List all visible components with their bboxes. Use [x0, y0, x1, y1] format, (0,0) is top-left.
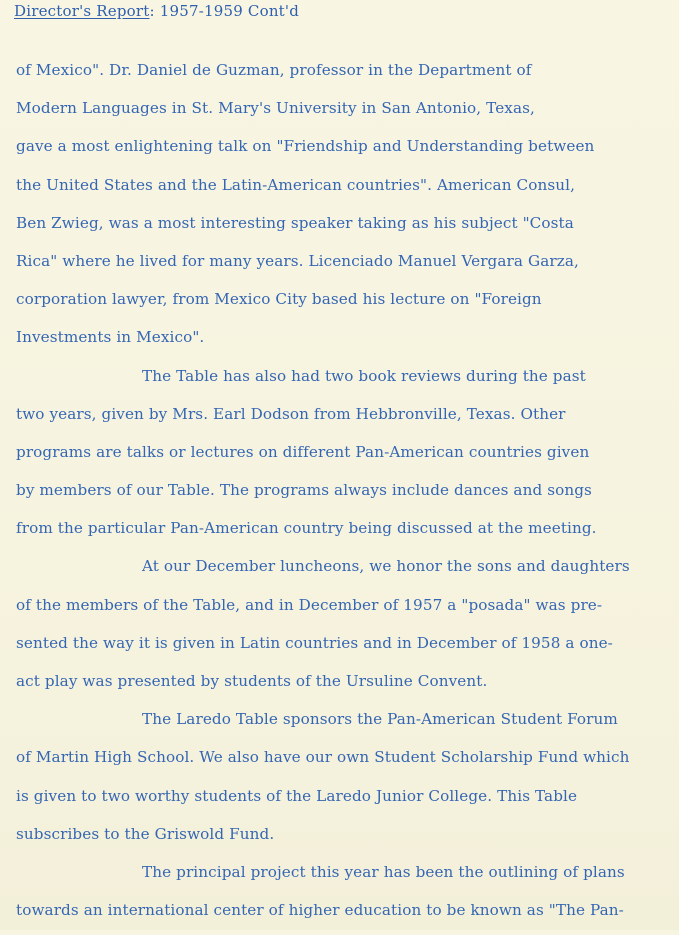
text-line: The Table has also had two book reviews during the past: [142, 366, 586, 385]
text-line: the United States and the Latin-American countries". American Consul,: [16, 175, 576, 194]
text-line: The Laredo Table sponsors the Pan-American Student Forum: [142, 710, 618, 729]
text-line: The principal project this year has been the outlining of plans: [142, 862, 625, 881]
text-line: Modern Languages in St. Mary's University in San Antonio, Texas,: [16, 99, 535, 118]
text-line: towards an international center of higher education to be known as "The Pan-: [16, 901, 624, 920]
report-header: [14, 2, 299, 20]
text-line: of the members of the Table, and in December of 1957 a "posada" was pre-: [16, 595, 603, 614]
text-line: Ben Zwieg, was a most interesting speaker taking as his subject "Costa: [16, 213, 574, 232]
text-line: programs are talks or lectures on different Pan-American countries given: [16, 442, 590, 461]
text-line: subscribes to the Griswold Fund.: [16, 824, 275, 843]
text-line: corporation lawyer, from Mexico City based his lecture on "Foreign: [16, 290, 542, 309]
text-line: act play was presented by students of the Ursuline Convent.: [16, 672, 488, 690]
text-line: from the particular Pan-American country being discussed at the meeting.: [16, 519, 597, 538]
report-body: [16, 57, 676, 935]
text-line: of Martin High School. We also have our own Student Scholarship Fund which: [16, 748, 630, 767]
text-line: is given to two worthy students of the Laredo Junior College. This Table: [16, 786, 578, 805]
report-title: Director's Report: [14, 2, 150, 20]
report-subtitle: : 1957-1959 Cont'd: [149, 2, 300, 20]
text-line: At our December luncheons, we honor the sons and daughters: [142, 557, 630, 576]
text-line: of Mexico". Dr. Daniel de Guzman, professor in the Department of: [16, 61, 532, 79]
text-line: sented the way it is given in Latin countries and in December of 1958 a one-: [16, 633, 613, 652]
text-line: by members of our Table. The programs always include dances and songs: [16, 481, 592, 500]
text-line: gave a most enlightening talk on "Friendship and Understanding between: [16, 137, 595, 156]
text-line: two years, given by Mrs. Earl Dodson from Hebbronville, Texas. Other: [16, 404, 566, 423]
text-line: Rica" where he lived for many years. Licenciado Manuel Vergara Garza,: [16, 251, 579, 270]
text-line: Investments in Mexico".: [16, 328, 205, 347]
